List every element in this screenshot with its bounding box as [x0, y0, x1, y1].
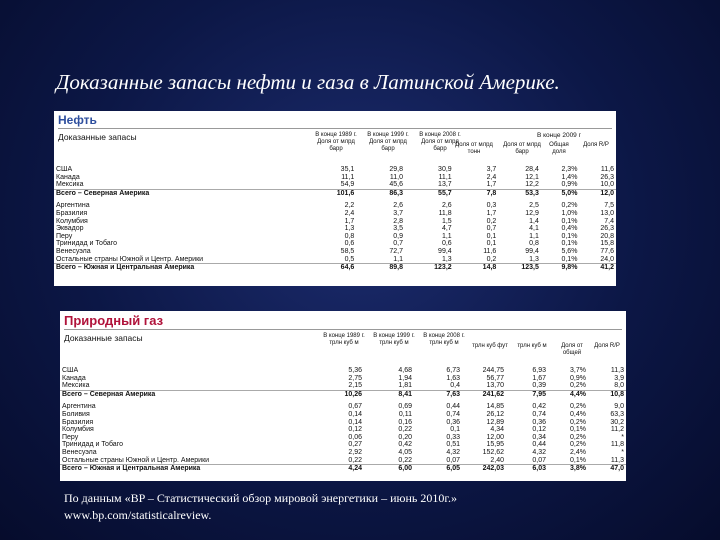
value-cell: 2,4	[486, 173, 497, 181]
value-cell: 1,63	[446, 374, 460, 382]
table-row	[60, 434, 626, 442]
value-cell: 0,8	[344, 232, 355, 240]
value-cell: 4,4%	[548, 390, 588, 398]
value-cell: 0,1%	[561, 255, 578, 263]
value-cell: 0,36	[532, 418, 546, 426]
source-url[interactable]: www.bp.com/statisticalreview.	[64, 508, 212, 522]
value-cell: 1,5	[441, 217, 452, 225]
value-cell: 0,39	[532, 382, 546, 390]
table-row	[60, 457, 626, 465]
value-cell: 12,9	[525, 209, 539, 217]
value-cell: 26,3	[600, 173, 614, 181]
value-cell: 1,1	[441, 232, 452, 240]
value-cell: 89,8	[356, 264, 405, 272]
value-cell: 53,3	[498, 189, 541, 197]
region-name: Бразилия	[56, 209, 88, 217]
value-cell: 13,0	[600, 209, 614, 217]
value-cell: 26,3	[600, 225, 614, 233]
value-cell: 11,6	[483, 247, 497, 255]
value-cell: 0,2%	[570, 441, 586, 449]
value-cell: 1,1	[529, 232, 539, 240]
value-cell: 4,24	[316, 465, 364, 473]
value-cell: 1,0%	[561, 209, 578, 217]
region-name: США	[62, 367, 79, 374]
value-cell: 0,2%	[561, 202, 578, 210]
value-cell: 58,5	[340, 247, 355, 255]
value-cell: 0,11	[398, 410, 412, 418]
value-cell: 8,0	[614, 382, 624, 390]
value-cell: 0,7	[393, 240, 403, 248]
value-cell: 0,06	[348, 433, 362, 441]
value-cell: 12,0	[579, 189, 616, 197]
value-cell: 0,74	[532, 410, 546, 418]
value-cell: 152,62	[482, 448, 504, 456]
value-cell: 1,94	[398, 374, 412, 382]
value-cell: 0,14	[348, 410, 362, 418]
value-cell: 0,07	[532, 456, 546, 464]
value-cell: 0,1%	[561, 240, 578, 248]
value-cell: 12,2	[525, 181, 539, 189]
value-cell: 99,4	[438, 247, 452, 255]
value-cell: 86,3	[356, 189, 405, 197]
value-cell: 0,42	[398, 441, 412, 449]
oil-col-header: Общая доля	[549, 142, 569, 155]
table-row	[54, 256, 616, 264]
gas-caption: Доказанные запасы	[64, 333, 143, 343]
value-cell: 0,44	[446, 403, 460, 411]
value-cell: 4,32	[446, 448, 460, 456]
value-cell: 11,3	[610, 367, 624, 374]
gas-col-header: трлн куб фут	[472, 343, 508, 349]
region-name: Колумбия	[62, 426, 94, 434]
table-row	[54, 225, 616, 233]
oil-data-table	[54, 166, 616, 272]
value-cell: 1,3	[344, 225, 355, 233]
value-cell: 1,3	[441, 255, 452, 263]
value-cell: 56,77	[486, 374, 504, 382]
value-cell: 0,2%	[570, 418, 586, 426]
value-cell: 3,7%	[570, 367, 586, 374]
region-name: Колумбия	[56, 217, 88, 225]
value-cell: 1,3	[529, 255, 539, 263]
table-row	[60, 375, 626, 383]
value-cell: 0,7	[486, 225, 497, 233]
region-name: Остальные страны Южной и Центр. Америки	[62, 456, 210, 464]
value-cell: 12,1	[525, 173, 539, 181]
value-cell: 2,92	[348, 448, 362, 456]
value-cell: 123,5	[498, 264, 541, 272]
value-cell: 0,6	[441, 240, 452, 248]
value-cell: 35,1	[340, 166, 355, 173]
value-cell: 6,93	[532, 367, 546, 374]
value-cell: 2,4	[344, 209, 355, 217]
value-cell: 7,4	[604, 217, 614, 225]
value-cell: 3,7	[393, 209, 403, 217]
value-cell: 0,2	[486, 217, 497, 225]
value-cell: 2,2	[344, 202, 355, 210]
value-cell: 6,00	[364, 465, 414, 473]
oil-group-header: В конце 2009 г	[537, 132, 581, 139]
value-cell: 5,0%	[541, 189, 580, 197]
value-cell: 0,1%	[561, 217, 578, 225]
table-row	[54, 166, 616, 174]
value-cell: 2,40	[490, 456, 504, 464]
oil-col-header: Доля от млрд барр	[503, 142, 541, 155]
value-cell: 1,1	[393, 255, 403, 263]
oil-table-title: Нефть	[58, 113, 97, 127]
value-cell: 14,85	[486, 403, 504, 411]
value-cell: 0,4	[450, 382, 460, 390]
total-row	[54, 189, 616, 197]
table-row	[54, 248, 616, 256]
value-cell: 8,41	[364, 390, 414, 398]
value-cell: 12,89	[486, 418, 504, 426]
region-name: Мексика	[56, 181, 84, 189]
value-cell: 0,8	[529, 240, 539, 248]
value-cell: 41,2	[579, 264, 616, 272]
table-row	[54, 174, 616, 182]
region-name: Аргентина	[62, 403, 96, 411]
value-cell: 0,2%	[570, 433, 586, 441]
value-cell: *	[621, 433, 624, 441]
value-cell: 10,8	[588, 390, 626, 398]
value-cell: 7,5	[604, 202, 614, 210]
oil-caption: Доказанные запасы	[58, 132, 137, 142]
value-cell: 0,44	[532, 441, 546, 449]
value-cell: 0,12	[348, 426, 362, 434]
value-cell: 4,68	[398, 367, 412, 374]
value-cell: 0,2%	[570, 403, 586, 411]
value-cell: 1,4%	[561, 173, 578, 181]
value-cell: 1,7	[486, 209, 497, 217]
value-cell: 0,4%	[561, 225, 578, 233]
table-row	[54, 202, 616, 210]
value-cell: 28,4	[525, 166, 539, 173]
value-cell: 4,34	[490, 426, 504, 434]
region-name: Боливия	[62, 410, 90, 418]
value-cell: 6,73	[446, 367, 460, 374]
value-cell: 77,6	[600, 247, 614, 255]
value-cell: 2,3%	[561, 166, 578, 173]
total-row	[60, 390, 626, 398]
value-cell: 11,1	[341, 173, 355, 181]
value-cell: 11,8	[438, 209, 452, 217]
value-cell: 0,07	[446, 456, 460, 464]
value-cell: 0,42	[532, 403, 546, 411]
region-name: Перу	[56, 232, 73, 240]
value-cell: 0,5	[344, 255, 355, 263]
value-cell: 244,75	[482, 367, 504, 374]
gas-table-title: Природный газ	[64, 313, 164, 328]
value-cell: 10,26	[316, 390, 364, 398]
oil-col-header: В конце 1989 г. Доля от млрд барр	[315, 132, 357, 152]
table-row	[60, 411, 626, 419]
value-cell: 1,7	[486, 181, 497, 189]
gas-col-header: Доля от общей	[561, 343, 583, 356]
gas-reserves-table	[60, 311, 626, 481]
value-cell: 2,5	[529, 202, 539, 210]
value-cell: 0,9%	[570, 374, 586, 382]
value-cell: 5,36	[348, 367, 362, 374]
gas-col-header: В конце 1999 г. трлн куб м	[373, 333, 415, 346]
value-cell: 4,32	[532, 448, 546, 456]
value-cell: 0,33	[446, 433, 460, 441]
value-cell: 15,8	[600, 240, 614, 248]
gas-col-header: Доля R/P	[594, 343, 620, 349]
value-cell: 3,7	[486, 166, 497, 173]
value-cell: 1,7	[344, 217, 355, 225]
region-name: Тринидад и Тобаго	[62, 441, 123, 449]
value-cell: 11,8	[610, 441, 624, 449]
value-cell: 2,15	[348, 382, 362, 390]
value-cell: 0,20	[398, 433, 412, 441]
value-cell: 9,8%	[541, 264, 580, 272]
table-row	[60, 403, 626, 411]
value-cell: 54,9	[340, 181, 355, 189]
value-cell: 0,74	[446, 410, 460, 418]
value-cell: 0,27	[348, 441, 362, 449]
value-cell: 2,8	[393, 217, 403, 225]
value-cell: 0,14	[348, 418, 362, 426]
region-name: Всего – Северная Америка	[60, 390, 316, 398]
value-cell: 242,03	[462, 465, 506, 473]
table-row	[54, 233, 616, 241]
source-note: По данным «BP – Статистический обзор мировой энергетики – июнь 2010г.»	[64, 491, 457, 505]
table-row	[60, 441, 626, 449]
value-cell: 4,7	[441, 225, 452, 233]
region-name: Тринидад и Тобаго	[56, 240, 117, 248]
value-cell: 6,05	[414, 465, 462, 473]
value-cell: 0,9	[393, 232, 403, 240]
value-cell: 11,0	[389, 173, 403, 181]
value-cell: 0,16	[398, 418, 412, 426]
value-cell: 3,8%	[548, 465, 588, 473]
value-cell: 0,2	[486, 255, 497, 263]
value-cell: 4,05	[398, 448, 412, 456]
oil-col-header: В конце 2008 г. Доля от млрд барр	[419, 132, 461, 152]
value-cell: 26,12	[486, 410, 504, 418]
value-cell: 7,63	[414, 390, 462, 398]
value-cell: 0,2%	[570, 382, 586, 390]
value-cell: 0,12	[532, 426, 546, 434]
value-cell: 13,7	[438, 181, 452, 189]
value-cell: 0,67	[348, 403, 362, 411]
slide-title: Доказанные запасы нефти и газа в Латинской Америке.	[56, 70, 560, 94]
value-cell: 1,4	[529, 217, 539, 225]
table-row	[60, 382, 626, 390]
value-cell: 15,95	[486, 441, 504, 449]
value-cell: 0,1%	[570, 426, 586, 434]
table-row	[54, 181, 616, 189]
value-cell: 7,8	[454, 189, 499, 197]
value-cell: 11,6	[600, 166, 614, 173]
value-cell: 5,6%	[561, 247, 578, 255]
region-name: Всего – Северная Америка	[54, 189, 308, 197]
value-cell: 1,67	[532, 374, 546, 382]
value-cell: 11,2	[610, 426, 624, 434]
value-cell: 0,51	[446, 441, 460, 449]
value-cell: 72,7	[389, 247, 403, 255]
table-row	[60, 419, 626, 427]
value-cell: 2,6	[393, 202, 403, 210]
value-cell: 0,34	[532, 433, 546, 441]
value-cell: 55,7	[405, 189, 454, 197]
region-name: Перу	[62, 433, 79, 441]
value-cell: 1,81	[398, 382, 412, 390]
gas-col-header: трлн куб м	[517, 343, 547, 349]
gas-data-table	[60, 367, 626, 473]
value-cell: 0,69	[398, 403, 412, 411]
value-cell: 0,1	[486, 240, 497, 248]
value-cell: 0,6	[344, 240, 355, 248]
value-cell: 0,1%	[561, 232, 578, 240]
value-cell: 12,00	[486, 433, 504, 441]
region-name: Венесуэла	[56, 247, 91, 255]
value-cell: 2,6	[441, 202, 452, 210]
value-cell: 24,0	[600, 255, 614, 263]
value-cell: 0,1	[486, 232, 497, 240]
value-cell: *	[621, 448, 624, 456]
value-cell: 2,75	[348, 374, 362, 382]
value-cell: 45,6	[389, 181, 403, 189]
region-name: Аргентина	[56, 202, 90, 210]
oil-col-header: В конце 1999 г. Доля от млрд барр	[367, 132, 409, 152]
table-row	[60, 367, 626, 375]
value-cell: 0,3	[486, 202, 497, 210]
value-cell: 10,0	[600, 181, 614, 189]
oil-table-header	[54, 130, 616, 166]
value-cell: 123,2	[405, 264, 454, 272]
divider	[58, 128, 612, 129]
region-name: Канада	[56, 173, 80, 181]
value-cell: 63,3	[610, 410, 624, 418]
value-cell: 0,22	[348, 456, 362, 464]
gas-table-header	[60, 331, 626, 367]
region-name: Канада	[62, 374, 86, 382]
value-cell: 0,1	[450, 426, 460, 434]
value-cell: 11,3	[610, 456, 624, 464]
value-cell: 0,36	[446, 418, 460, 426]
value-cell: 101,6	[308, 189, 357, 197]
value-cell: 0,1%	[570, 456, 586, 464]
oil-col-header: Доля от млрд тонн	[455, 142, 493, 155]
value-cell: 13,70	[486, 382, 504, 390]
value-cell: 64,6	[308, 264, 357, 272]
value-cell: 3,5	[393, 225, 403, 233]
value-cell: 0,4%	[570, 410, 586, 418]
region-name: Всего – Южная и Центральная Америка	[60, 465, 316, 473]
region-name: Эквадор	[56, 225, 84, 233]
value-cell: 3,9	[614, 374, 624, 382]
divider	[64, 329, 622, 330]
total-row	[60, 465, 626, 473]
oil-reserves-table	[54, 111, 616, 286]
value-cell: 14,8	[454, 264, 499, 272]
region-name: Мексика	[62, 382, 90, 390]
table-row	[54, 240, 616, 248]
value-cell: 9,0	[614, 403, 624, 411]
region-name: Остальные страны Южной и Центр. Америки	[56, 255, 204, 263]
value-cell: 47,0	[588, 465, 626, 473]
value-cell: 4,1	[529, 225, 539, 233]
value-cell: 7,95	[506, 390, 548, 398]
gas-col-header: В конце 1989 г. трлн куб м	[323, 333, 365, 346]
value-cell: 30,2	[610, 418, 624, 426]
source-footer	[64, 490, 464, 524]
value-cell: 20,8	[600, 232, 614, 240]
oil-col-header: Доля R/P	[583, 142, 609, 148]
value-cell: 241,62	[462, 390, 506, 398]
value-cell: 0,22	[398, 426, 412, 434]
value-cell: 29,8	[389, 166, 403, 173]
region-name: США	[56, 166, 73, 173]
region-name: Всего – Южная и Центральная Америка	[54, 264, 308, 272]
value-cell: 2,4%	[570, 448, 586, 456]
value-cell: 30,9	[438, 166, 452, 173]
region-name: Бразилия	[62, 418, 94, 426]
value-cell: 6,03	[506, 465, 548, 473]
table-row	[54, 210, 616, 218]
value-cell: 11,1	[438, 173, 452, 181]
value-cell: 99,4	[525, 247, 539, 255]
gas-col-header: В конце 2008 г. трлн куб м	[423, 333, 465, 346]
table-row	[54, 218, 616, 226]
table-row	[60, 449, 626, 457]
total-row	[54, 264, 616, 272]
table-row	[60, 426, 626, 434]
value-cell: 0,9%	[561, 181, 578, 189]
value-cell: 0,22	[398, 456, 412, 464]
region-name: Венесуэла	[62, 448, 97, 456]
